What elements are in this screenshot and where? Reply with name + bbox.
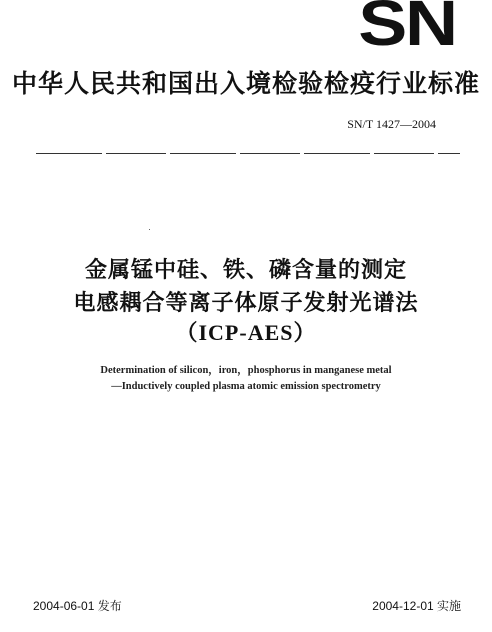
header-divider bbox=[36, 153, 460, 154]
english-title-line-1: Determination of silicon，iron，phosphorus in manganese metal bbox=[100, 365, 392, 376]
chinese-title-line-3: （ICP-AES） bbox=[175, 320, 317, 345]
speck bbox=[149, 229, 150, 230]
chinese-title-line-1: 金属锰中硅、铁、磷含量的测定 bbox=[84, 258, 407, 283]
sn-logo: SN bbox=[358, 0, 456, 59]
english-title-line-2: —Inductively coupled plasma atomic emission spectrometry bbox=[111, 381, 381, 392]
implementation-date: 2004-12-01 实施 bbox=[372, 599, 461, 613]
standard-code: SN/T 1427—2004 bbox=[347, 117, 436, 131]
standard-category-title: 中华人民共和国出入境检验检疫行业标准 bbox=[11, 69, 480, 98]
issue-date: 2004-06-01 发布 bbox=[33, 599, 122, 613]
chinese-title-line-2: 电感耦合等离子体原子发射光谱法 bbox=[73, 291, 419, 316]
